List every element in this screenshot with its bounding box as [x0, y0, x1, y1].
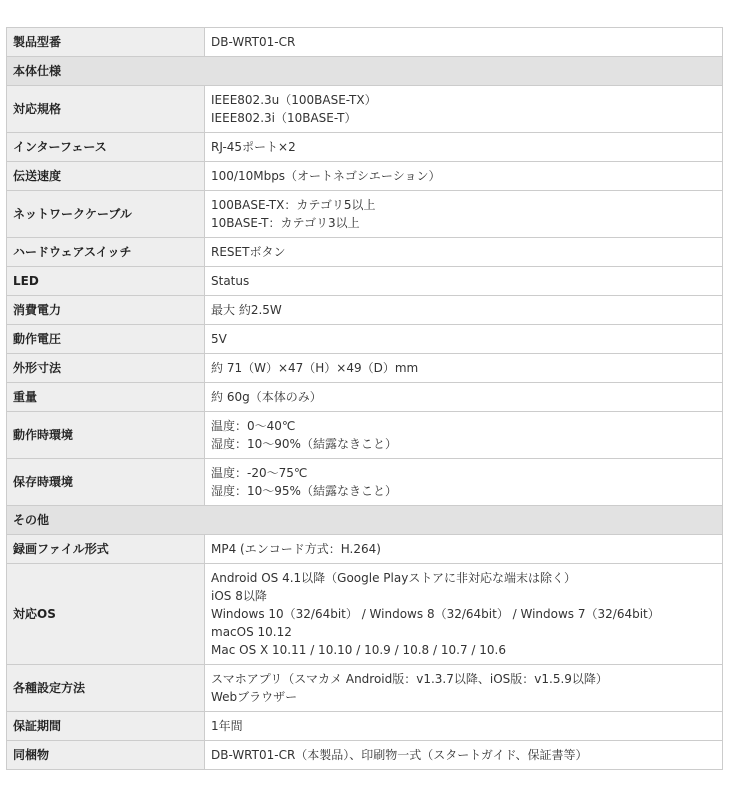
spec-value-line: 5V [211, 332, 227, 346]
spec-value-line: Status [211, 274, 250, 288]
spec-value [205, 296, 723, 325]
section-header-row [7, 506, 723, 535]
spec-label: 外形寸法 [7, 354, 205, 383]
spec-value [205, 133, 723, 162]
spec-value-line: 約 71（W）×47（H）×49（D）mm [211, 361, 419, 375]
spec-row [7, 459, 723, 506]
spec-row [7, 238, 723, 267]
spec-value-line: 湿度：10～90%（結露なきこと） [211, 437, 397, 451]
section-title: その他 [7, 506, 723, 535]
spec-label: 同梱物 [7, 741, 205, 770]
spec-row [7, 162, 723, 191]
spec-row [7, 535, 723, 564]
spec-value [205, 535, 723, 564]
spec-value [205, 325, 723, 354]
spec-value [205, 191, 723, 238]
spec-row [7, 325, 723, 354]
spec-value [205, 28, 723, 57]
spec-value-line: Windows 10（32/64bit） / Windows 8（32/64bit） / Windows 7（32/64bit） [211, 607, 660, 621]
spec-value-line: スマホアプリ（スマカメ Android版：v1.3.7以降、iOS版：v1.5.9以降） [211, 672, 608, 686]
spec-label: 製品型番 [7, 28, 205, 57]
spec-value-line: 温度：-20～75℃ [211, 466, 308, 480]
spec-row [7, 354, 723, 383]
spec-label: 各種設定方法 [7, 665, 205, 712]
spec-value-line: 100BASE-TX：カテゴリ5以上 [211, 198, 376, 212]
spec-value-line: Webブラウザー [211, 690, 298, 704]
spec-value [205, 267, 723, 296]
spec-label: 対応規格 [7, 86, 205, 133]
spec-value-line: 湿度：10～95%（結露なきこと） [211, 484, 397, 498]
spec-label: ネットワークケーブル [7, 191, 205, 238]
section-title: 本体仕様 [7, 57, 723, 86]
spec-value-line: Mac OS X 10.11 / 10.10 / 10.9 / 10.8 / 10.7 / 10.6 [211, 643, 506, 657]
spec-value [205, 459, 723, 506]
spec-row [7, 383, 723, 412]
spec-label: 対応OS [7, 564, 205, 665]
spec-value-line: 10BASE-T：カテゴリ3以上 [211, 216, 360, 230]
spec-value-line: 最大 約2.5W [211, 303, 282, 317]
spec-row [7, 564, 723, 665]
spec-value [205, 665, 723, 712]
spec-row [7, 741, 723, 770]
spec-row [7, 296, 723, 325]
spec-label: 消費電力 [7, 296, 205, 325]
spec-row [7, 267, 723, 296]
spec-label: 動作時環境 [7, 412, 205, 459]
spec-value-line: MP4 (エンコード方式：H.264) [211, 542, 381, 556]
spec-value-line: DB-WRT01-CR（本製品）、印刷物一式（スタートガイド、保証書等） [211, 748, 588, 762]
spec-value-line: 温度：0～40℃ [211, 419, 296, 433]
spec-value-line: 約 60g（本体のみ） [211, 390, 322, 404]
spec-value-line: Android OS 4.1以降（Google Playストアに非対応な端末は除く） [211, 571, 576, 585]
spec-row [7, 712, 723, 741]
spec-value [205, 564, 723, 665]
spec-value [205, 412, 723, 459]
spec-value-line: 100/10Mbps（オートネゴシエーション） [211, 169, 441, 183]
spec-value [205, 712, 723, 741]
spec-value [205, 238, 723, 267]
spec-row [7, 191, 723, 238]
spec-value-line: DB-WRT01-CR [211, 35, 296, 49]
spec-value-line: 1年間 [211, 719, 243, 733]
spec-value-line: IEEE802.3u（100BASE-TX） [211, 93, 377, 107]
spec-row [7, 412, 723, 459]
section-header-row [7, 57, 723, 86]
spec-value-line: RJ-45ポート×2 [211, 140, 296, 154]
spec-value-line: iOS 8以降 [211, 589, 267, 603]
spec-label: 保証期間 [7, 712, 205, 741]
spec-row [7, 133, 723, 162]
spec-label: 録画ファイル形式 [7, 535, 205, 564]
spec-label: 伝送速度 [7, 162, 205, 191]
spec-value-line: macOS 10.12 [211, 625, 292, 639]
spec-value [205, 86, 723, 133]
spec-row [7, 665, 723, 712]
spec-label: 動作電圧 [7, 325, 205, 354]
spec-row [7, 86, 723, 133]
spec-label: ハードウェアスイッチ [7, 238, 205, 267]
spec-value-line: IEEE802.3i（10BASE-T） [211, 111, 357, 125]
spec-value [205, 741, 723, 770]
spec-label: 重量 [7, 383, 205, 412]
spec-label: LED [7, 267, 205, 296]
spec-table [6, 27, 723, 770]
spec-label: 保存時環境 [7, 459, 205, 506]
spec-value [205, 354, 723, 383]
spec-label: インターフェース [7, 133, 205, 162]
spec-value-line: RESETボタン [211, 245, 286, 259]
spec-value [205, 383, 723, 412]
spec-row [7, 28, 723, 57]
spec-table-body [7, 28, 723, 770]
spec-value [205, 162, 723, 191]
